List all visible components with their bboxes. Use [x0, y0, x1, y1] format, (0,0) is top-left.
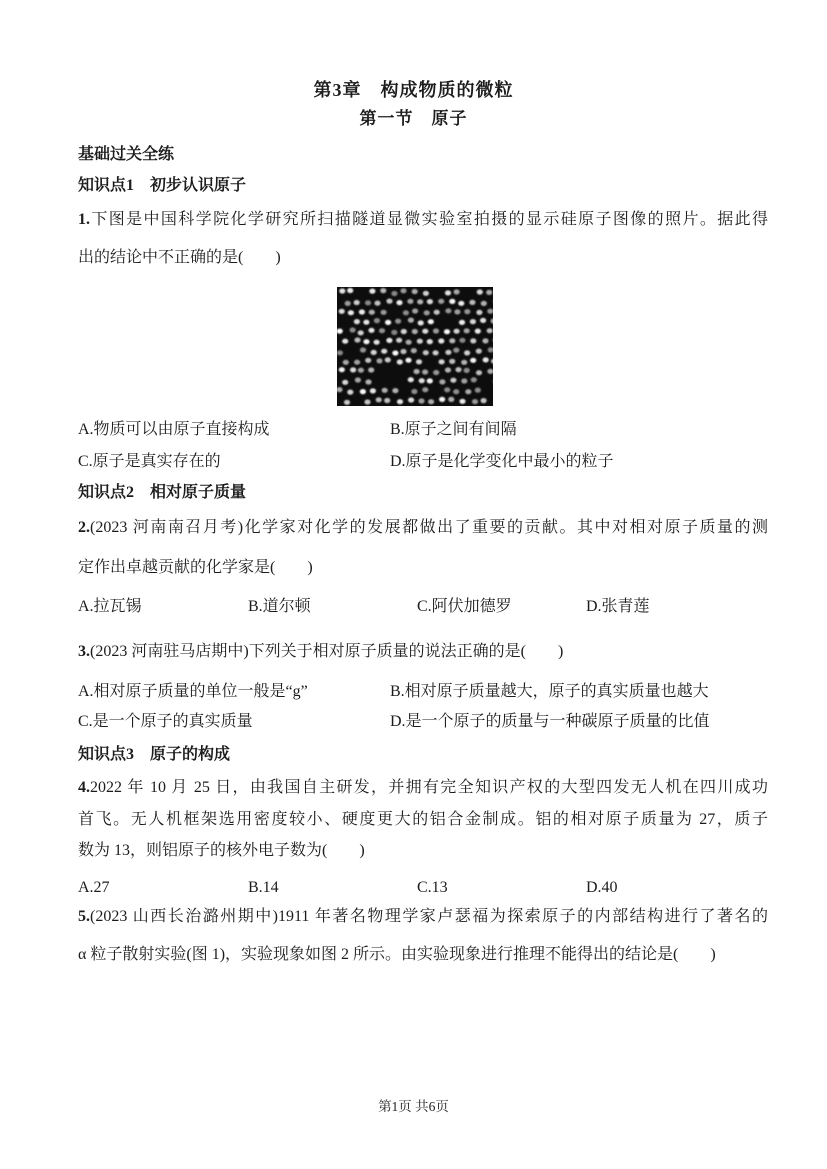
q5-line-1	[78, 906, 768, 928]
q4-text-1: 2022 年 10 月 25 日，由我国自主研发，并拥有完全知识产权的大型四发无人机在四川成功	[90, 779, 768, 796]
practice-section-header: 基础过关全练	[78, 146, 175, 163]
q2-number: 2.	[78, 519, 90, 536]
q4-text-3: 数为 13，则铝原子的核外电子数为( )	[78, 842, 365, 859]
q1-option-c: C.原子是真实存在的	[78, 453, 221, 470]
q1-option-a: A.物质可以由原子直接构成	[78, 421, 270, 438]
q1-line-2	[78, 247, 768, 269]
q3-options-row-2	[78, 711, 778, 733]
q4-option-a: A.27	[78, 879, 110, 896]
q1-option-b: B.原子之间有间隔	[390, 421, 517, 438]
q2-option-c: C.阿伏加德罗	[417, 598, 512, 615]
page-footer: 第1页 共6页	[378, 1099, 449, 1114]
q2-line-2	[78, 557, 768, 579]
q3-option-d: D.是一个原子的质量与一种碳原子质量的比值	[390, 713, 710, 730]
chapter-title: 第3章 构成物质的微粒	[313, 80, 514, 100]
q4-number: 4.	[78, 779, 90, 796]
q4-line-1	[78, 777, 768, 799]
q2-line-1	[78, 517, 768, 539]
q4-options-row	[78, 877, 778, 899]
q2-text-2: 定作出卓越贡献的化学家是( )	[78, 559, 313, 576]
q3-number: 3.	[78, 643, 90, 660]
knowledge-point-1-header: 知识点1 初步认识原子	[78, 177, 247, 194]
q1-text-1: 下图是中国科学院化学研究所扫描隧道显微实验室拍摄的显示硅原子图像的照片。据此得	[90, 211, 768, 228]
q5-text-1: (2023 山西长治潞州期中)1911 年著名物理学家卢瑟福为探索原子的内部结构进行了著名的	[90, 908, 768, 925]
q2-text-1: (2023 河南南召月考)化学家对化学的发展都做出了重要的贡献。其中对相对原子质量的测	[90, 519, 768, 536]
q5-number: 5.	[78, 908, 90, 925]
section-title: 第一节 原子	[359, 109, 468, 128]
q4-text-2: 首飞。无人机框架选用密度较小、硬度更大的铝合金制成。铝的相对原子质量为 27，质子	[78, 811, 768, 828]
q1-options-row-1	[78, 419, 778, 441]
q4-option-b: B.14	[248, 879, 279, 896]
q3-option-c: C.是一个原子的真实质量	[78, 713, 253, 730]
q2-options-row	[78, 596, 778, 618]
q3-option-a: A.相对原子质量的单位一般是“g”	[78, 683, 308, 700]
q1-option-d: D.原子是化学变化中最小的粒子	[390, 453, 614, 470]
q4-option-d: D.40	[586, 879, 618, 896]
q3-options-row-1	[78, 681, 778, 703]
q2-option-b: B.道尔顿	[248, 598, 311, 615]
q1-number: 1.	[78, 211, 90, 228]
knowledge-point-3-header: 知识点3 原子的构成	[78, 746, 231, 763]
q4-line-2	[78, 809, 768, 831]
q4-line-3	[78, 840, 768, 862]
q3-option-b: B.相对原子质量越大，原子的真实质量也越大	[390, 683, 709, 700]
q1-options-row-2	[78, 451, 778, 473]
silicon-atoms-stm-image	[337, 287, 493, 406]
q5-text-2: α 粒子散射实验(图 1)，实验现象如图 2 所示。由实验现象进行推理不能得出的结论是( )	[78, 946, 716, 963]
q4-option-c: C.13	[417, 879, 448, 896]
q2-option-a: A.拉瓦锡	[78, 598, 142, 615]
q3-line-1	[78, 641, 768, 663]
q1-text-2: 出的结论中不正确的是( )	[78, 249, 281, 266]
q5-line-2	[78, 944, 768, 966]
q3-text-1: (2023 河南驻马店期中)下列关于相对原子质量的说法正确的是( )	[90, 643, 564, 660]
q2-option-d: D.张青莲	[586, 598, 650, 615]
knowledge-point-2-header: 知识点2 相对原子质量	[78, 484, 247, 501]
q1-line-1	[78, 209, 768, 231]
